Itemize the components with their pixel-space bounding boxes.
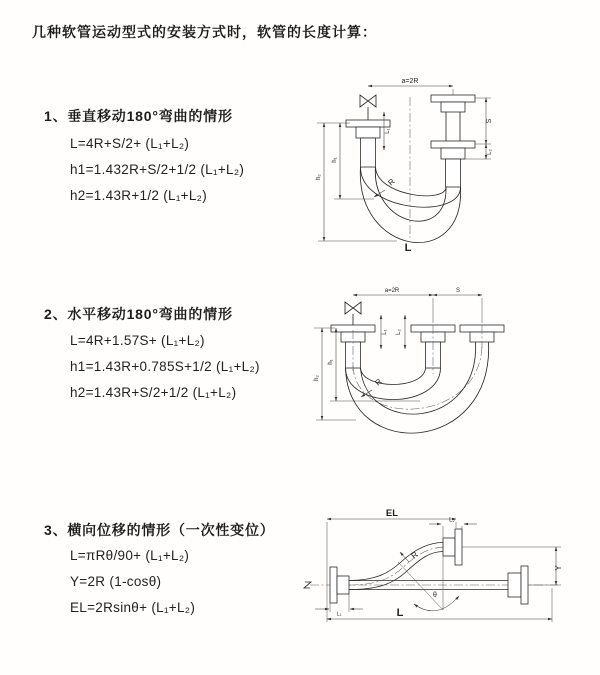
left-flange-fitting [330,567,349,603]
angle-tangent-line [398,562,443,610]
dim-label-h1: h₁ [332,157,338,163]
dim-label-h1: h₁ [328,359,334,365]
section-1-formula-h2: h2=1.43R+1/2 (L₁+L₂) [70,188,208,203]
diagram-vertical-movement [303,72,579,264]
diagram-lateral-displacement [300,492,600,674]
hose-braid-hatch [361,138,376,167]
upper-flange-fitting [443,529,462,565]
dim-label-l: L [404,242,412,254]
section-3-heading: 3、横向位移的情形（一次性变位） [44,522,275,538]
dim-label-l: L [396,607,404,619]
dim-label-theta: θ [433,592,437,599]
dim-label-a2r: a=2R [401,78,419,85]
dim-label-l1: L₁ [382,329,388,335]
dim-label-r: R [409,549,420,561]
hose-centerline [353,344,482,409]
section-1-formula-h1: h1=1.432R+S/2+1/2 (L₁+L₂) [70,162,245,177]
section-2-heading: 2、水平移动180°弯曲的情形 [44,306,233,322]
dim-label-s: S [455,288,461,294]
centerline-mark [304,582,311,588]
left-flange-fitting [346,120,390,167]
dim-label-h2: h₂ [314,375,320,381]
dim-label-l1: L₁ [385,128,391,134]
valve-icon [345,302,361,325]
dim-label-l2: L₂ [396,329,402,335]
section-1-formula-l: L=4R+S/2+ (L₁+L₂) [70,136,190,151]
section-2-formula-h2: h2=1.43R+S/2+1/2 (L₁+L₂) [70,385,237,400]
page-title: 几种软管运动型式的安装方式时，软管的长度计算： [32,24,377,40]
dim-label-l2: L₂ [449,517,455,524]
right-flange-fitting [431,95,475,187]
dim-label-l1: L₁ [336,611,342,618]
hose-u-loops [346,342,489,433]
section-3-formula-el: EL=2Rsinθ+ (L₁+L₂) [70,600,196,615]
radius-leader [400,552,409,562]
section-1-heading: 1、垂直移动180°弯曲的情形 [44,108,233,124]
section-3-formula-l: L=πRθ/90+ (L₁+L₂) [70,548,190,563]
dim-label-el: EL [385,508,399,519]
diagram-horizontal-movement [300,282,600,462]
section-3-formula-y: Y=2R (1-cosθ) [70,574,162,589]
valve-icon [360,95,376,120]
right-flange-fitting [508,566,528,604]
dim-label-a2r: a=2R [384,288,400,294]
dim-label-l2: L₂ [487,149,493,155]
dim-label-h2: h₂ [316,174,322,180]
section-2-formula-l: L=4R+1.57S+ (L₁+L₂) [70,333,205,348]
dim-label-r: R [386,176,397,188]
dim-label-r: R [373,376,384,388]
dim-label-y: Y [554,565,563,571]
dim-label-s: S [486,118,493,124]
hose-braid-hatch [446,159,461,187]
section-2-formula-h1: h1=1.43R+0.785S+1/2 (L₁+L₂) [70,359,260,374]
